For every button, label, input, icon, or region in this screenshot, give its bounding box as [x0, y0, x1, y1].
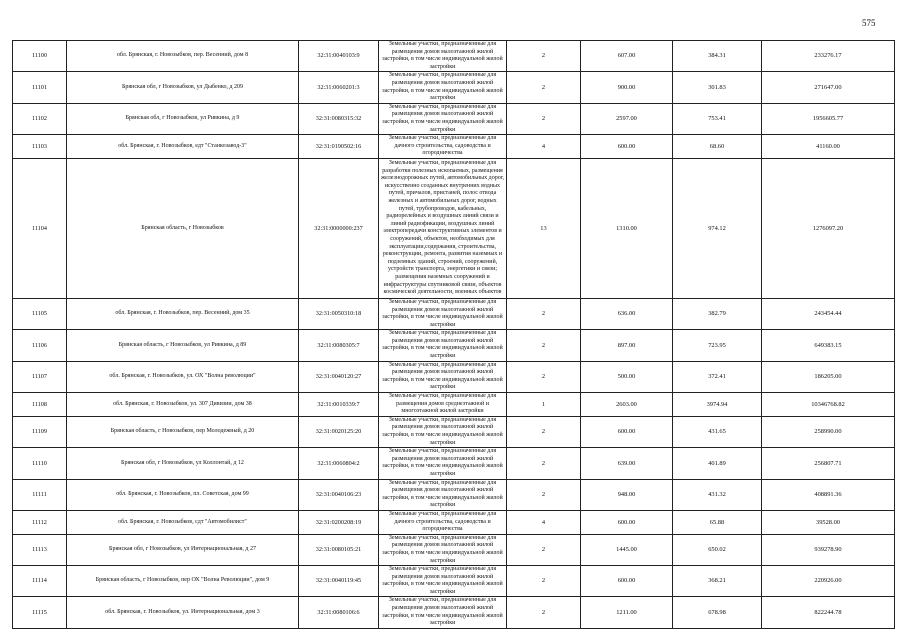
row-address: обл. Брянская, г. Новозыбков, пер. Весенний, дом 35	[67, 298, 299, 329]
row-group: 2	[507, 41, 581, 72]
row-address: Брянская обл, г Новозыбков, ул Коллонтай, д 12	[67, 448, 299, 479]
row-specific-value: 3974.94	[673, 393, 762, 417]
row-cadastral-number: 32:31:0020125:20	[299, 416, 379, 447]
table-row	[13, 393, 895, 417]
table-row	[13, 158, 895, 298]
table-row	[13, 41, 895, 72]
row-address: Брянская область, г Новозыбков	[67, 158, 299, 298]
table-row	[13, 361, 895, 392]
row-specific-value: 723.95	[673, 330, 762, 361]
row-number: 11114	[13, 566, 67, 597]
row-area: 897.00	[581, 330, 673, 361]
row-land-use: Земельные участки, предназначенные для размещения домов среднеэтажной и многоэтажной жилой застройки	[379, 393, 507, 417]
row-group: 2	[507, 416, 581, 447]
row-cadastral-value: 233276.17	[762, 41, 895, 72]
row-number: 11102	[13, 103, 67, 134]
page-number: 575	[862, 18, 876, 28]
row-area: 600.00	[581, 416, 673, 447]
table-row	[13, 448, 895, 479]
row-cadastral-value: 408891.36	[762, 479, 895, 510]
row-number: 11106	[13, 330, 67, 361]
row-specific-value: 753.41	[673, 103, 762, 134]
cadastral-value-table	[12, 40, 895, 629]
row-number: 11111	[13, 479, 67, 510]
row-cadastral-number: 32:31:0080105:21	[299, 534, 379, 565]
row-group: 2	[507, 534, 581, 565]
row-land-use: Земельные участки, предназначенные для размещения домов малоэтажной жилой застройки, в том числе индивидуальной жилой застройки	[379, 103, 507, 134]
row-address: обл. Брянская, г. Новозыбков, ул. 307 Дивизии, дом 38	[67, 393, 299, 417]
row-area: 948.00	[581, 479, 673, 510]
row-cadastral-number: 32:31:0190502:16	[299, 135, 379, 159]
row-land-use: Земельные участки, предназначенные для размещения домов малоэтажной жилой застройки, в том числе индивидуальной жилой застройки	[379, 479, 507, 510]
row-land-use: Земельные участки, предназначенные для размещения домов малоэтажной жилой застройки, в том числе индивидуальной жилой застройки	[379, 298, 507, 329]
row-number: 11108	[13, 393, 67, 417]
table-row	[13, 510, 895, 534]
table-row	[13, 72, 895, 103]
row-land-use: Земельные участки, предназначенные для размещения домов малоэтажной жилой застройки, в том числе индивидуальной жилой застройки	[379, 41, 507, 72]
row-number: 11113	[13, 534, 67, 565]
row-specific-value: 974.12	[673, 158, 762, 298]
row-cadastral-number: 32:31:0080305:7	[299, 330, 379, 361]
row-number: 11105	[13, 298, 67, 329]
row-land-use: Земельные участки, предназначенные для размещения домов малоэтажной жилой застройки, в том числе индивидуальной жилой застройки	[379, 448, 507, 479]
row-land-use: Земельные участки, предназначенные для размещения домов малоэтажной жилой застройки, в том числе индивидуальной жилой застройки	[379, 330, 507, 361]
row-specific-value: 301.83	[673, 72, 762, 103]
row-address: обл. Брянская, г. Новозыбков, сдт "Автомобилист"	[67, 510, 299, 534]
row-address: Брянская область, г Новозыбков, пер ОХ "Волна Революции", дом 9	[67, 566, 299, 597]
table-row	[13, 330, 895, 361]
row-land-use: Земельные участки, предназначенные для размещения домов малоэтажной жилой застройки, в том числе индивидуальной жилой застройки	[379, 597, 507, 628]
row-number: 11100	[13, 41, 67, 72]
row-land-use: Земельные участки, предназначенные для размещения домов малоэтажной жилой застройки, в том числе индивидуальной жилой застройки	[379, 72, 507, 103]
table-row	[13, 103, 895, 134]
row-area: 607.00	[581, 41, 673, 72]
row-cadastral-value: 649383.15	[762, 330, 895, 361]
row-area: 1211.00	[581, 597, 673, 628]
row-land-use: Земельные участки, предназначенные для разработки полезных ископаемых, размещения железнодорожных путей, автомобильных дорог, искусственно созданных внутренних водных путей, причалов, пристаней, полос отвода железных и автомобильных дорог, водных путей, трубопроводов, кабельных, радиорелейных и воздушных линий связи и линий радиофикации, воздушных линий электропередачи конструктивных элементов и сооружений, объектов, необходимых для эксплуатации,содержания, строительства, реконструкции, ремонта, развития наземных и подземных зданий, строений, сооружений, устройств транспорта, энергетики и связи; размещения наземных сооружений и инфраструктуры спутниковой связи, объектов космической деятельности, военных объектов	[379, 158, 507, 298]
row-cadastral-number: 32:31:0060804:2	[299, 448, 379, 479]
row-specific-value: 382.79	[673, 298, 762, 329]
row-group: 4	[507, 135, 581, 159]
row-cadastral-value: 39528.00	[762, 510, 895, 534]
row-address: Брянская область, г Новозыбков, пер Молодежный, д 20	[67, 416, 299, 447]
row-specific-value: 401.89	[673, 448, 762, 479]
row-specific-value: 372.41	[673, 361, 762, 392]
row-area: 500.00	[581, 361, 673, 392]
row-number: 11112	[13, 510, 67, 534]
row-specific-value: 384.31	[673, 41, 762, 72]
row-cadastral-number: 32:31:0040106:23	[299, 479, 379, 510]
row-group: 2	[507, 103, 581, 134]
row-land-use: Земельные участки, предназначенные для дачного строительства, садоводства и огородничества	[379, 135, 507, 159]
row-number: 11101	[13, 72, 67, 103]
row-specific-value: 68.60	[673, 135, 762, 159]
row-cadastral-number: 32:31:0050310:18	[299, 298, 379, 329]
row-number: 11103	[13, 135, 67, 159]
row-cadastral-value: 256807.71	[762, 448, 895, 479]
row-number: 11110	[13, 448, 67, 479]
row-group: 2	[507, 448, 581, 479]
table-row	[13, 566, 895, 597]
row-number: 11109	[13, 416, 67, 447]
row-address: Брянская обл, г Новозыбков, ул Дыбенко, д 209	[67, 72, 299, 103]
row-group: 2	[507, 298, 581, 329]
table-row	[13, 479, 895, 510]
row-group: 2	[507, 566, 581, 597]
row-cadastral-number: 32:31:0080315:32	[299, 103, 379, 134]
row-cadastral-number: 32:31:0000000:237	[299, 158, 379, 298]
row-cadastral-value: 220926.00	[762, 566, 895, 597]
row-group: 1	[507, 393, 581, 417]
row-address: обл. Брянская, г. Новозыбков, ул. ОХ "Волна революции"	[67, 361, 299, 392]
row-area: 2603.00	[581, 393, 673, 417]
row-land-use: Земельные участки, предназначенные для размещения домов малоэтажной жилой застройки, в том числе индивидуальной жилой застройки	[379, 361, 507, 392]
row-number: 11107	[13, 361, 67, 392]
row-group: 2	[507, 479, 581, 510]
row-address: обл. Брянская, г. Новозыбков, пер. Весенний, дом 8	[67, 41, 299, 72]
row-group: 4	[507, 510, 581, 534]
row-cadastral-number: 32:31:0040120:27	[299, 361, 379, 392]
row-area: 639.00	[581, 448, 673, 479]
row-specific-value: 368.21	[673, 566, 762, 597]
row-address: Брянская область, г Новозыбков, ул Ривкина, д 89	[67, 330, 299, 361]
row-area: 600.00	[581, 566, 673, 597]
row-address: Брянская обл, г Новозыбков, ул Ривкина, д 9	[67, 103, 299, 134]
row-specific-value: 650.02	[673, 534, 762, 565]
row-cadastral-value: 1276097.20	[762, 158, 895, 298]
row-cadastral-value: 243454.44	[762, 298, 895, 329]
row-specific-value: 431.65	[673, 416, 762, 447]
row-specific-value: 678.98	[673, 597, 762, 628]
row-area: 600.00	[581, 510, 673, 534]
table-row	[13, 298, 895, 329]
row-group: 2	[507, 330, 581, 361]
row-area: 1310.00	[581, 158, 673, 298]
row-cadastral-value: 41160.00	[762, 135, 895, 159]
row-cadastral-value: 822244.78	[762, 597, 895, 628]
row-address: обл. Брянская, г. Новозыбков, едт "Станкозавод-3"	[67, 135, 299, 159]
row-specific-value: 431.32	[673, 479, 762, 510]
row-area: 600.00	[581, 135, 673, 159]
row-number: 11104	[13, 158, 67, 298]
row-area: 2597.00	[581, 103, 673, 134]
table-row	[13, 597, 895, 628]
row-cadastral-number: 32:31:0010339:7	[299, 393, 379, 417]
row-cadastral-value: 1956605.77	[762, 103, 895, 134]
row-address: обл. Брянская, г. Новозыбков, ул. Интернациональная, дом 3	[67, 597, 299, 628]
row-group: 2	[507, 597, 581, 628]
row-specific-value: 65.88	[673, 510, 762, 534]
row-group: 13	[507, 158, 581, 298]
row-land-use: Земельные участки, предназначенные для дачного строительства, садоводства и огородничества	[379, 510, 507, 534]
row-cadastral-value: 939278.90	[762, 534, 895, 565]
row-cadastral-value: 271647.00	[762, 72, 895, 103]
row-cadastral-number: 32:31:0200208:19	[299, 510, 379, 534]
row-address: обл. Брянская, г. Новозыбков, пл. Советская, дом 99	[67, 479, 299, 510]
row-address: Брянская обл, г Новозыбков, ул Интернациональная, д 27	[67, 534, 299, 565]
row-cadastral-value: 186205.00	[762, 361, 895, 392]
row-group: 2	[507, 72, 581, 103]
row-cadastral-number: 32:31:0080106:6	[299, 597, 379, 628]
row-number: 11115	[13, 597, 67, 628]
row-group: 2	[507, 361, 581, 392]
table-row	[13, 534, 895, 565]
table-row	[13, 135, 895, 159]
row-land-use: Земельные участки, предназначенные для размещения домов малоэтажной жилой застройки, в том числе индивидуальной жилой застройки	[379, 534, 507, 565]
row-area: 1445.00	[581, 534, 673, 565]
table-row	[13, 416, 895, 447]
row-cadastral-number: 32:31:0040103:9	[299, 41, 379, 72]
row-land-use: Земельные участки, предназначенные для размещения домов малоэтажной жилой застройки, в том числе индивидуальной жилой застройки	[379, 416, 507, 447]
row-cadastral-value: 258990.00	[762, 416, 895, 447]
row-land-use: Земельные участки, предназначенные для размещения домов малоэтажной жилой застройки, в том числе индивидуальной жилой застройки	[379, 566, 507, 597]
row-cadastral-number: 32:31:0040119:45	[299, 566, 379, 597]
row-area: 900.00	[581, 72, 673, 103]
row-cadastral-value: 10346768.82	[762, 393, 895, 417]
row-area: 636.00	[581, 298, 673, 329]
row-cadastral-number: 32:31:0060201:3	[299, 72, 379, 103]
